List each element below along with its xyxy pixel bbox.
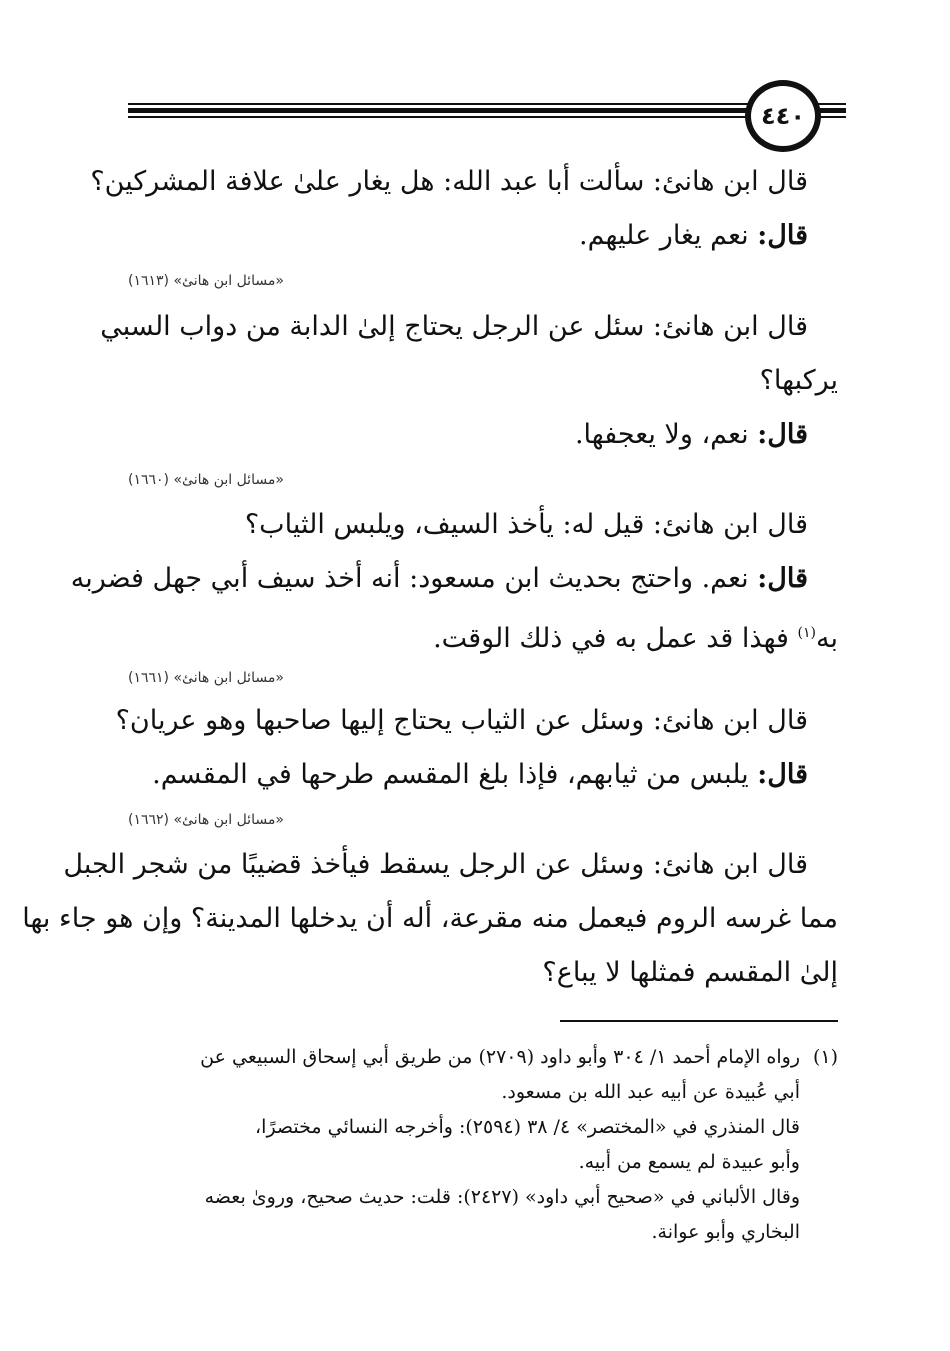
entry-1 [90, 155, 838, 299]
entry-5 [22, 838, 838, 1000]
footnote-line: وأبو عبيدة لم يسمع من أبيه. [578, 1151, 800, 1173]
footnote-line: وقال الألباني في «صحيح أبي داود» (٢٤٢٧): قلت: حديث صحيح، وروىٰ بعضه [204, 1186, 800, 1208]
footnote-ref: (١) [797, 625, 816, 641]
source-citation: «مسائل ابن هانئ» (١٦٦٢) [128, 812, 284, 828]
question-line: إلىٰ المقسم فمثلها لا يباع؟ [542, 957, 838, 988]
entry-2 [100, 300, 838, 498]
answer-label: قال: [757, 419, 808, 450]
answer-line: به$^{(١)}$ فهذا قد عمل به في ذلك الوقت. [433, 623, 838, 654]
source-citation: «مسائل ابن هانئ» (١٦٦٠) [128, 472, 284, 488]
entry-4 [115, 694, 838, 838]
footnotes [128, 1040, 838, 1250]
question-line: قال ابن هانئ: وسئل عن الرجل يسقط فيأخذ قضيبًا من شجر الجبل [63, 849, 808, 880]
question-line: قال ابن هانئ: قيل له: يأخذ السيف، ويلبس الثياب؟ [244, 509, 808, 540]
source-citation: «مسائل ابن هانئ» (١٦١٣) [128, 273, 284, 289]
answer-line: قال: نعم يغار عليهم. [579, 220, 808, 251]
page-number: ٤٤٠ [761, 102, 805, 130]
answer-label: قال: [757, 220, 808, 251]
answer-label: قال: [757, 759, 808, 790]
footnote-number: (١) [812, 1046, 838, 1068]
entry-3 [70, 498, 838, 696]
question-line: قال ابن هانئ: وسئل عن الثياب يحتاج إليها صاحبها وهو عريان؟ [115, 705, 808, 736]
answer-line: قال: نعم، ولا يعجفها. [574, 419, 808, 450]
answer-label: قال: [757, 563, 808, 594]
question-line: قال ابن هانئ: سئل عن الرجل يحتاج إلىٰ الدابة من دواب السبي [100, 311, 808, 342]
answer-line: قال: نعم. واحتج بحديث ابن مسعود: أنه أخذ سيف أبي جهل فضربه [70, 563, 808, 594]
footnote-rule [560, 1020, 838, 1022]
footnote-line: أبي عُبيدة عن أبيه عبد الله بن مسعود. [501, 1081, 800, 1103]
question-line: يركبها؟ [759, 365, 838, 396]
question-line: مما غرسه الروم فيعمل منه مقرعة، أله أن يدخلها المدينة؟ وإن هو جاء بها [22, 903, 838, 934]
footnote-line: البخاري وأبو عوانة. [651, 1221, 800, 1243]
footnote-line: قال المنذري في «المختصر» ٤/ ٣٨ (٢٥٩٤): وأخرجه النسائي مختصرًا، [255, 1116, 800, 1138]
footnote-line: (١)رواه الإمام أحمد ١/ ٣٠٤ وأبو داود (٢٧٠٩) من طريق أبي إسحاق السبيعي عن [128, 1040, 838, 1075]
source-citation: «مسائل ابن هانئ» (١٦٦١) [128, 670, 284, 686]
question-line: قال ابن هانئ: سألت أبا عبد الله: هل يغار علىٰ علافة المشركين؟ [90, 166, 808, 197]
answer-line: قال: يلبس من ثيابهم، فإذا بلغ المقسم طرحها في المقسم. [152, 759, 808, 790]
page-number-badge [745, 80, 821, 152]
header-rule [128, 103, 846, 119]
